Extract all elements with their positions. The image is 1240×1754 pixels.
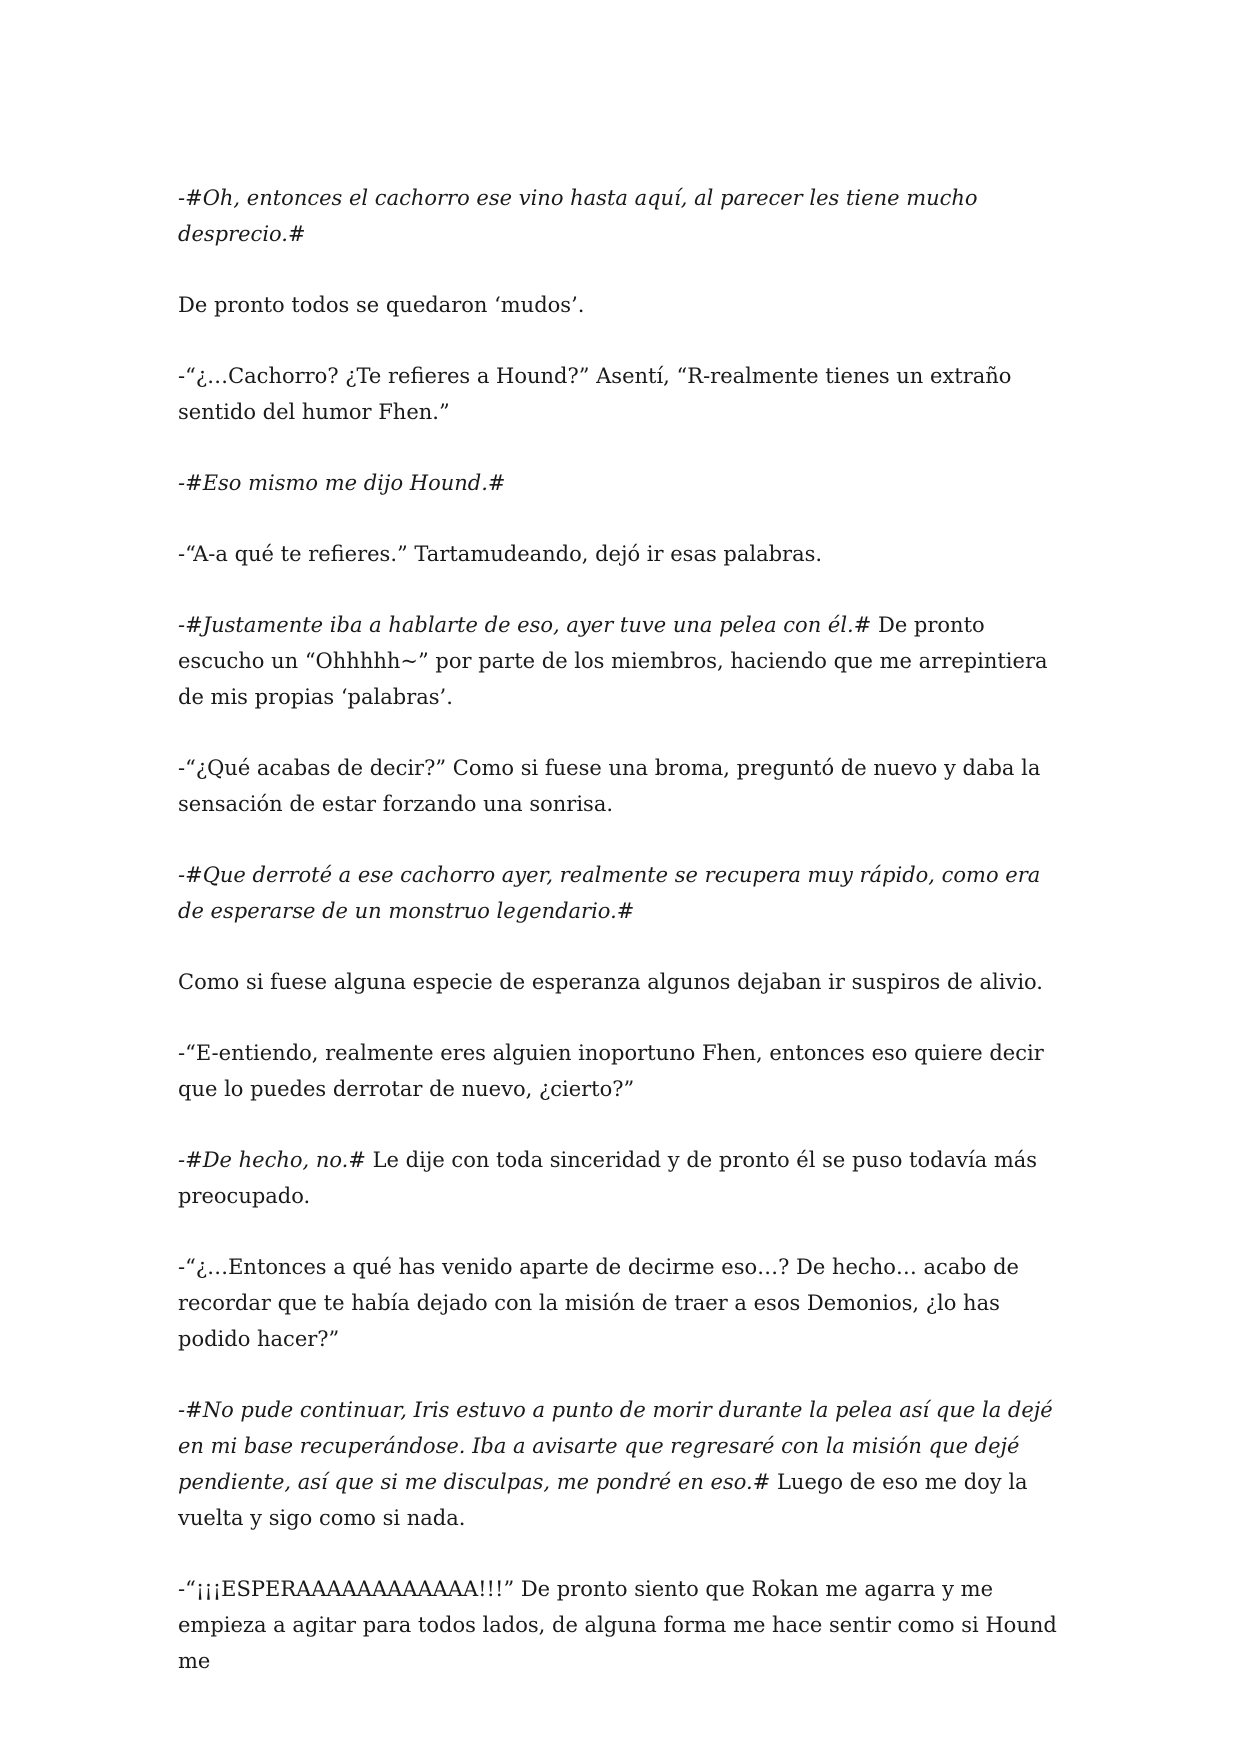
paragraph-text: -“A-a qué te refieres.” Tartamudeando, dejó ir esas palabras.	[178, 542, 823, 566]
paragraph-text: Luego de eso me doy la vuelta y sigo como si nada.	[178, 1470, 1028, 1530]
paragraph	[178, 1142, 1068, 1214]
paragraph-text: -“E-entiendo, realmente eres alguien inoportuno Fhen, entonces eso quiere decir que lo puedes derrotar de nuevo, ¿cierto?”	[178, 1041, 1044, 1101]
paragraph-italic-text: -#De hecho, no.#	[178, 1148, 366, 1172]
paragraph-text: Como si fuese alguna especie de esperanza algunos dejaban ir suspiros de alivio.	[178, 970, 1043, 994]
paragraph	[178, 180, 1068, 252]
paragraph-italic-text: -#No pude continuar, Iris estuvo a punto de morir durante la pelea así que la dejé en mi base recuperándose. Iba a avisarte que regresaré con la misión que dejé pendiente, así que si me disculpas, me pondré en eso.#	[178, 1398, 1053, 1494]
paragraph-italic-text: -#Que derroté a ese cachorro ayer, realmente se recupera muy rápido, como era de esperarse de un monstruo legendario.#	[178, 863, 1041, 923]
paragraph	[178, 465, 1068, 501]
paragraph-text: -“¿…Cachorro? ¿Te refieres a Hound?” Asentí, “R-realmente tienes un extraño sentido del humor Fhen.”	[178, 364, 1012, 424]
paragraph	[178, 607, 1068, 715]
paragraph	[178, 1249, 1068, 1357]
paragraph-italic-text: -#Eso mismo me dijo Hound.#	[178, 471, 506, 495]
paragraph	[178, 1035, 1068, 1107]
paragraph-text: -“¡¡¡ESPERAAAAAAAAAAAA!!!” De pronto siento que Rokan me agarra y me empieza a agitar para todos lados, de alguna forma me hace sentir como si Hound me	[178, 1577, 1057, 1673]
paragraph	[178, 287, 1068, 323]
paragraph	[178, 536, 1068, 572]
paragraph	[178, 964, 1068, 1000]
paragraph-text: -“¿Qué acabas de decir?” Como si fuese una broma, preguntó de nuevo y daba la sensación de estar forzando una sonrisa.	[178, 756, 1041, 816]
paragraph-text: De pronto todos se quedaron ‘mudos’.	[178, 293, 585, 317]
paragraph	[178, 750, 1068, 822]
paragraph	[178, 1392, 1068, 1536]
paragraph-italic-text: -#Justamente iba a hablarte de eso, ayer tuve una pelea con él.#	[178, 613, 872, 637]
document-body	[178, 180, 1068, 1714]
paragraph-text: De pronto escucho un “Ohhhhh~” por parte de los miembros, haciendo que me arrepintiera de mis propias ‘palabras’.	[178, 613, 1048, 709]
paragraph	[178, 1571, 1068, 1679]
paragraph-text: Le dije con toda sinceridad y de pronto él se puso todavía más preocupado.	[178, 1148, 1038, 1208]
paragraph	[178, 358, 1068, 430]
paragraph-text: -“¿…Entonces a qué has venido aparte de decirme eso…? De hecho… acabo de recordar que te había dejado con la misión de traer a esos Demonios, ¿lo has podido hacer?”	[178, 1255, 1019, 1351]
paragraph	[178, 857, 1068, 929]
paragraph-italic-text: -#Oh, entonces el cachorro ese vino hasta aquí, al parecer les tiene mucho desprecio.#	[178, 186, 978, 246]
